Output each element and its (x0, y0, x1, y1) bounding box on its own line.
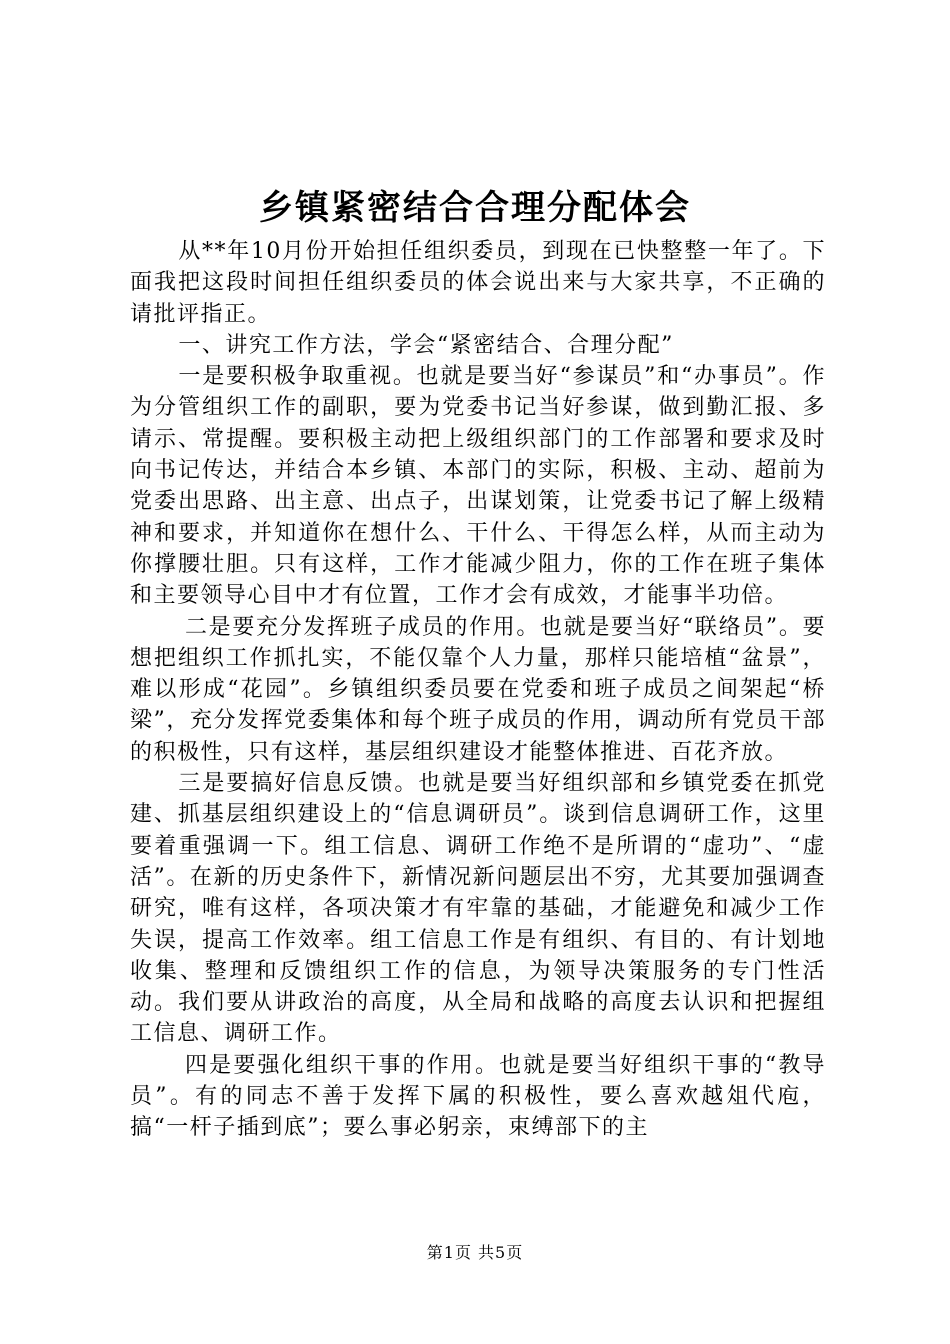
paragraph-point-3: 三是要搞好信息反馈。也就是要当好组织部和乡镇党委在抓党建、抓基层组织建设上的“信息调研员”。谈到信息调研工作，这里要着重强调一下。组工信息、调研工作绝不是所谓的“虚功”、“虚活”。在新的历史条件下，新情况新问题层出不穷，尤其要加强调查研究，唯有这样，各项决策才有牢靠的基础，才能避免和减少工作失误，提高工作效率。组工信息工作是有组织、有目的、有计划地收集、整理和反馈组织工作的信息，为领导决策服务的专门性活动。我们要从讲政治的高度，从全局和战略的高度去认识和把握组工信息、调研工作。 (130, 771, 826, 1047)
paragraph-point-2: 二是要充分发挥班子成员的作用。也就是要当好“联络员”。要想把组织工作抓扎实，不能仅靠个人力量，那样只能培植“盆景”，难以形成“花园”。乡镇组织委员要在党委和班子成员之间架起“桥梁”，充分发挥党委集体和每个班子成员的作用，调动所有党员干部的积极性，只有这样，基层组织建设才能整体推进、百花齐放。 (130, 614, 826, 765)
paragraph-intro: 从**年10月份开始担任组织委员，到现在已快整整一年了。下面我把这段时间担任组织委员的体会说出来与大家共享，不正确的请批评指正。 (130, 239, 826, 327)
page-footer: 第1页 共5页 (426, 1243, 524, 1262)
document-body (130, 236, 826, 1144)
paragraph-point-4: 四是要强化组织干事的作用。也就是要当好组织干事的“教导员”。有的同志不善于发挥下属的积极性，要么喜欢越俎代庖，搞“一杆子插到底”；要么事必躬亲，束缚部下的主 (130, 1052, 826, 1141)
document-title: 乡镇紧密结合合理分配体会 (259, 188, 691, 228)
paragraph-point-1: 一是要积极争取重视。也就是要当好“参谋员”和“办事员”。作为分管组织工作的副职，要为党委书记当好参谋，做到勤汇报、多请示、常提醒。要积极主动把上级组织部门的工作部署和要求及时向书记传达，并结合本乡镇、本部门的实际，积极、主动、超前为党委出思路、出主意、出点子，出谋划策，让党委书记了解上级精神和要求，并知道你在想什么、干什么、干得怎么样，从而主动为你撑腰壮胆。只有这样，工作才能减少阻力，你的工作在班子集体和主要领导心目中才有位置，工作才会有成效，才能事半功倍。 (130, 364, 826, 609)
section-heading-1: 一、讲究工作方法，学会“紧密结合、合理分配” (178, 332, 674, 358)
